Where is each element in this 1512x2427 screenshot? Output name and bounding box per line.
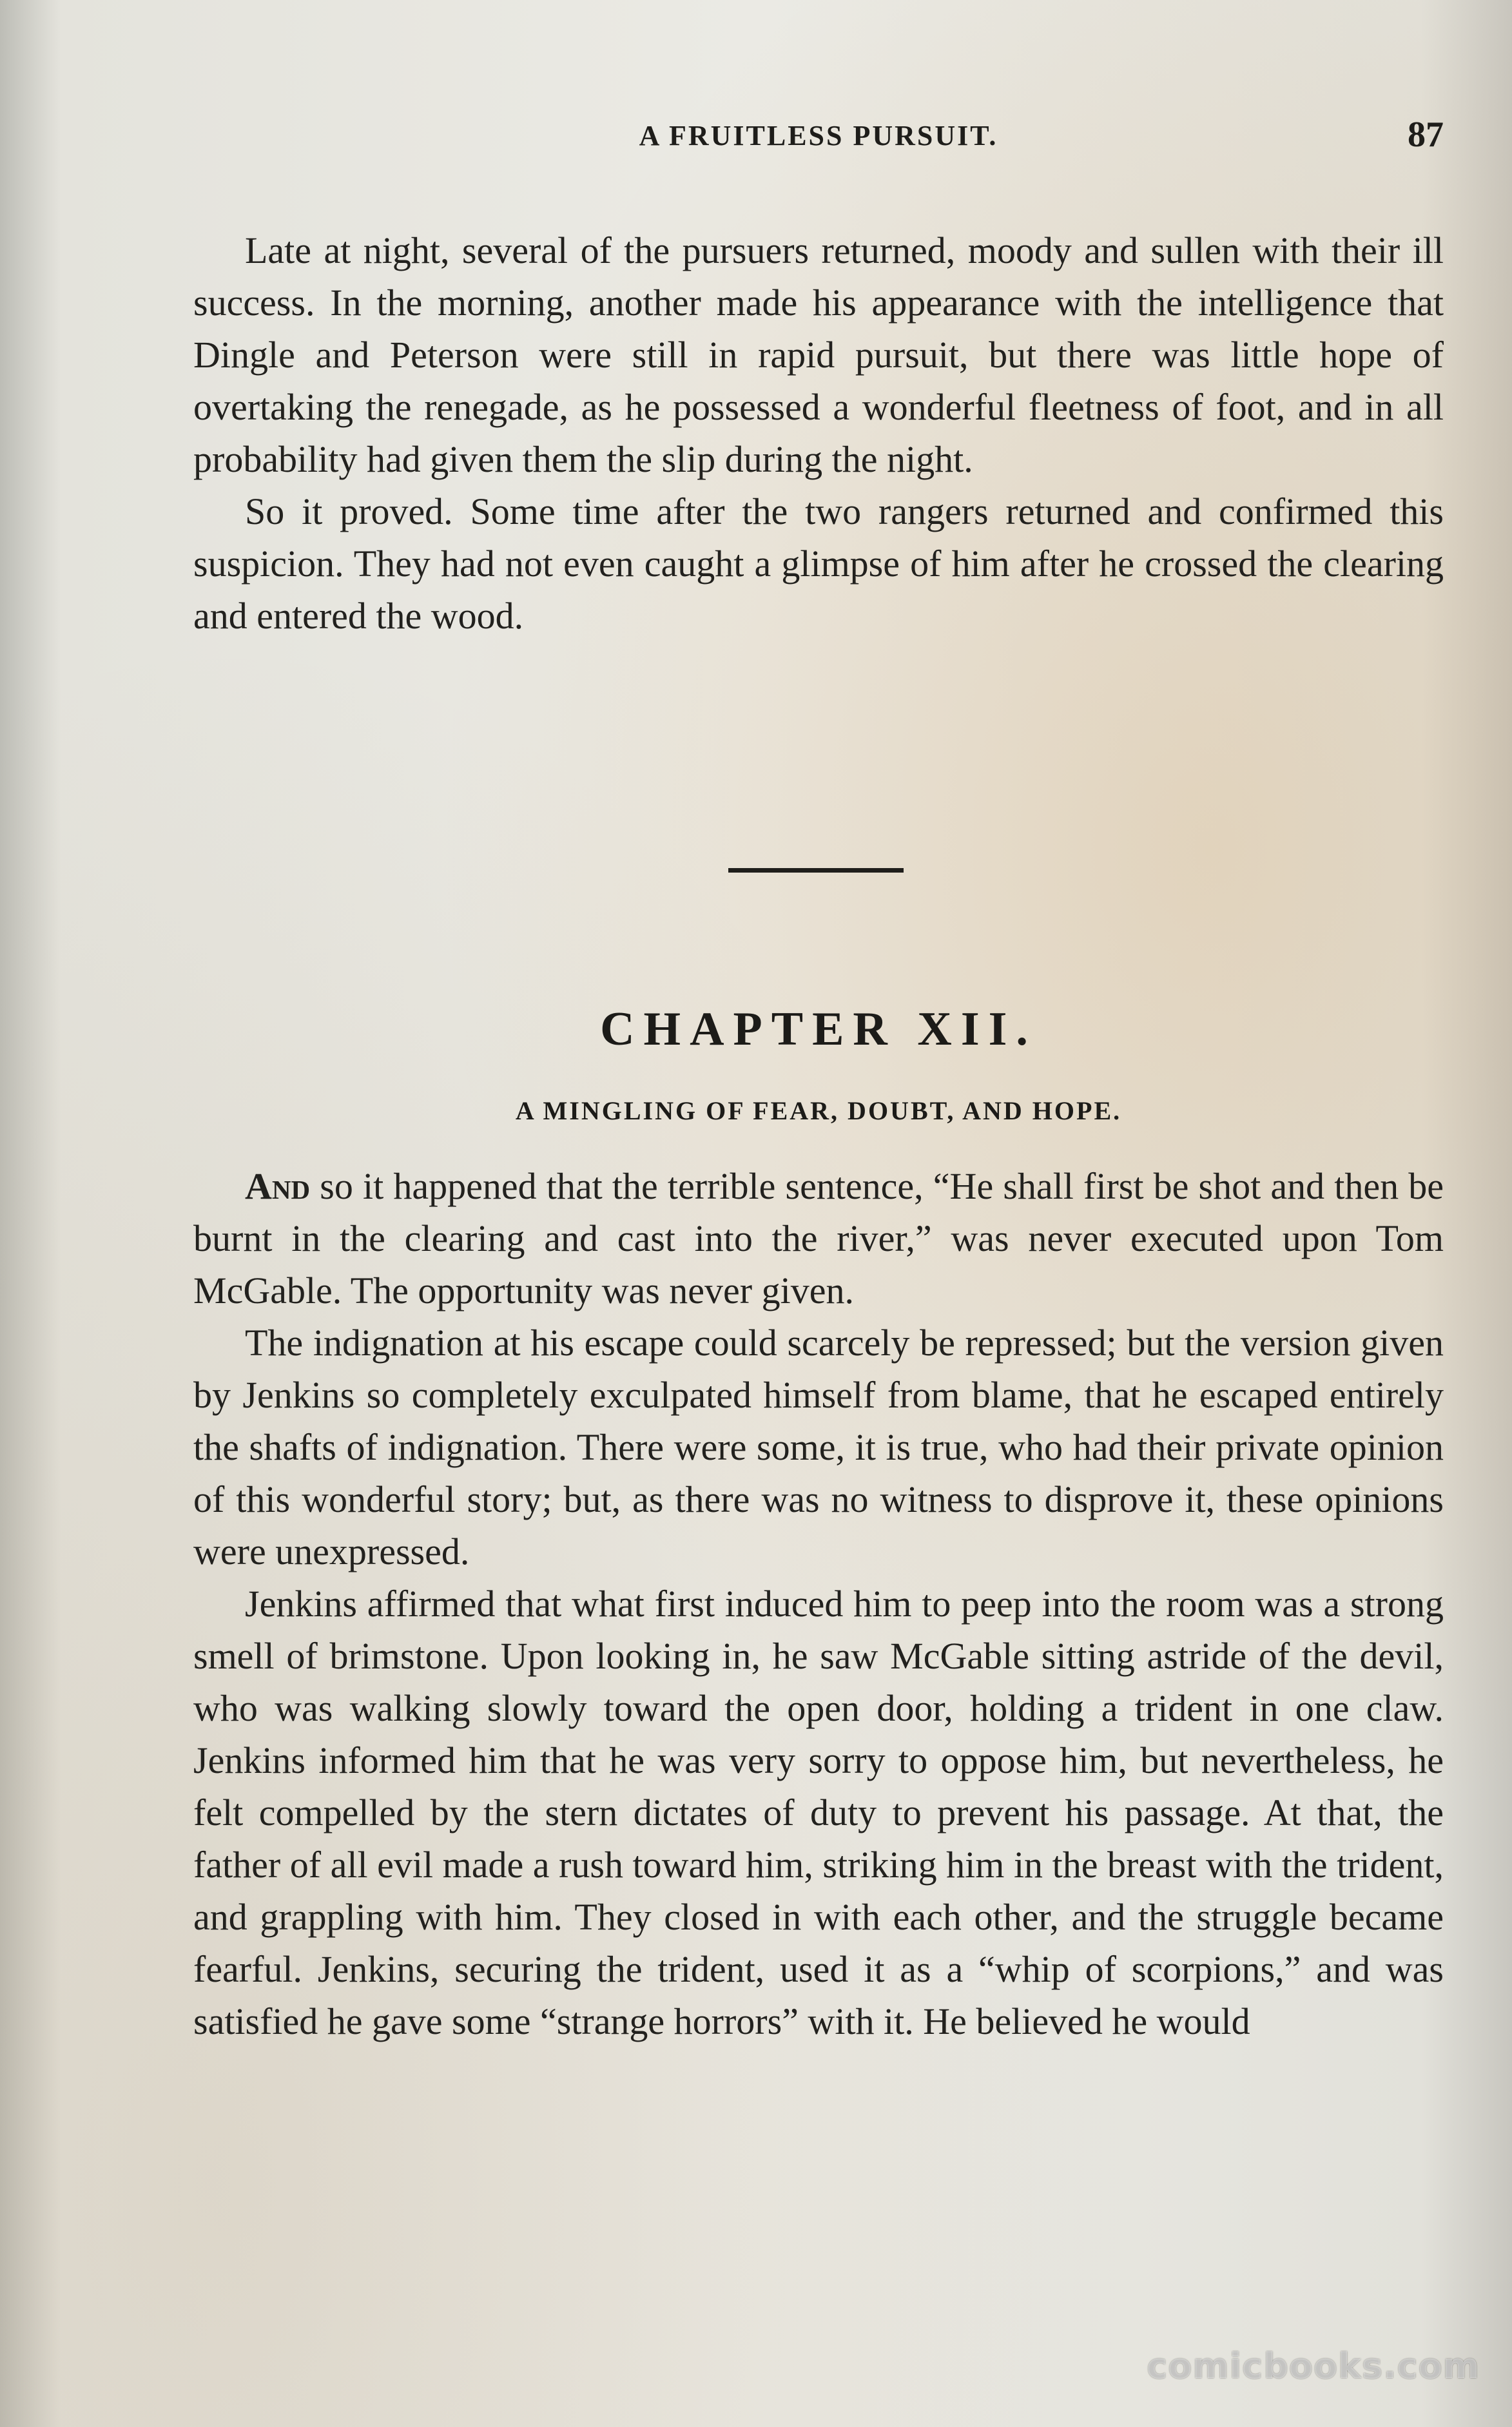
drop-lead: And bbox=[245, 1165, 311, 1207]
chapter-subtitle: A MINGLING OF FEAR, DOUBT, AND HOPE. bbox=[515, 1096, 1122, 1125]
paragraph: So it proved. Some time after the two rangers returned and confirmed this suspicion. They had not even caught a glimpse of him after he crossed the clearing and entered the wood. bbox=[193, 490, 1444, 637]
section-divider bbox=[728, 868, 904, 873]
chapter-title: CHAPTER XII. bbox=[600, 1003, 1037, 1056]
paragraph bbox=[193, 1160, 1444, 1317]
text-before-chapter bbox=[193, 224, 1444, 642]
running-head: A FRUITLESS PURSUIT. bbox=[639, 120, 998, 151]
page-number: 87 bbox=[1408, 115, 1444, 155]
paragraph: Jenkins affirmed that what first induced him to peep into the room was a strong smell of brimstone. Upon looking in, he saw McGable sitting astride of the devil, who was walking slowly toward the open door, holding a trident in one claw. Jenkins informed him that he was very sorry to oppose him, but nevertheless, he felt compelled by the stern dictates of duty to prevent his passage. At that, the father of all evil made a rush toward him, striking him in the breast with the trident, and grappling with him. They closed in with each other, and the struggle became fearful. Jenkins, securing the trident, used it as a “whip of scorpions,” and was satisfied he gave some “strange horrors” with it. He believed he would bbox=[193, 1583, 1444, 2042]
paragraph: Late at night, several of the pursuers returned, moody and sullen with their ill success. In the morning, another made his appearance with the intelligence that Dingle and Peterson were still in rapid pursuit, but there was little hope of overtaking the renegade, as he possessed a wonderful fleetness of foot, and in all probability had given them the slip during the night. bbox=[193, 229, 1444, 480]
paragraph: The indignation at his escape could scarcely be repressed; but the version given by Jenkins so completely exculpated himself from blame, that he escaped entirely the shafts of indignation. There were some, it is true, who had their private opinion of this wonderful story; but, as there was no witness to disprove it, these opinions were unexpressed. bbox=[193, 1322, 1444, 1572]
watermark: comicbooks.com bbox=[1147, 2346, 1480, 2386]
paragraph-text: so it happened that the terrible sentence, “He shall first be shot and then be burnt in the clearing and cast into the river,” was never executed upon Tom McGable. The opportunity was never given. bbox=[193, 1165, 1444, 1311]
page-header bbox=[193, 115, 1444, 164]
chapter-text bbox=[193, 1160, 1444, 2047]
